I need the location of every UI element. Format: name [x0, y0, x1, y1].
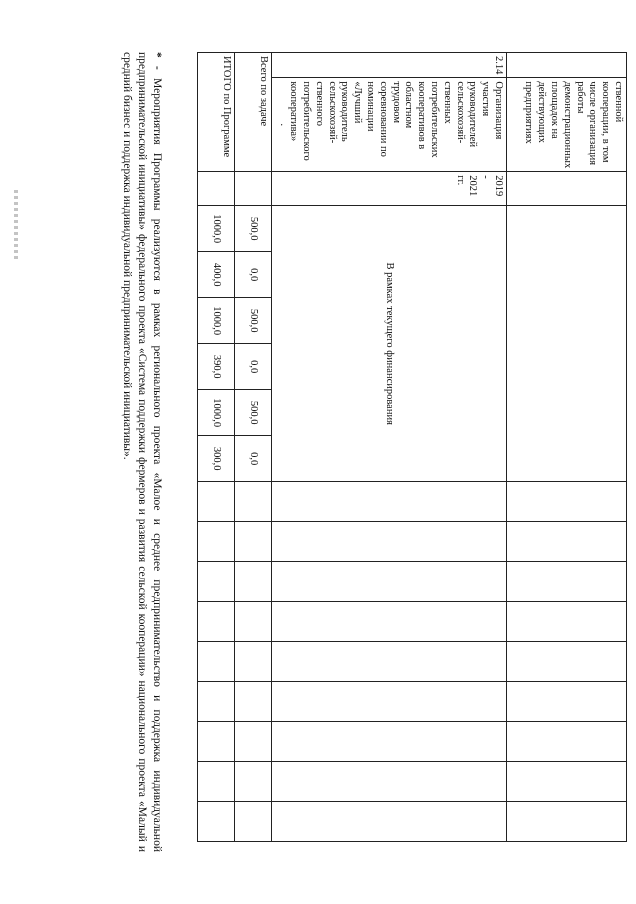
cell-empty [271, 642, 506, 682]
table-row-program-total [197, 53, 234, 842]
cell-empty [507, 802, 627, 842]
cell-empty [271, 682, 506, 722]
cell-empty [234, 602, 271, 642]
cell-program-total-value: 1000,0 [197, 298, 234, 344]
cell-task-total-value: 500,0 [234, 298, 271, 344]
cell-program-total-label: ИТОГО по Программе [197, 53, 234, 172]
program-table [197, 52, 627, 842]
cell-empty [271, 722, 506, 762]
table-row-2-14 [271, 53, 506, 842]
cell-empty [507, 642, 627, 682]
cell-empty [234, 682, 271, 722]
stray-mark: · [275, 123, 287, 127]
cell-task-total-value: 0,0 [234, 252, 271, 298]
cell-empty [507, 206, 627, 482]
cell-empty [507, 762, 627, 802]
cell-empty [507, 562, 627, 602]
cell-empty [507, 682, 627, 722]
cell-empty [271, 522, 506, 562]
cell-empty [271, 482, 506, 522]
scan-artifact [14, 190, 18, 260]
cell-prev-task: ственной кооперации, в том числе организация работы демонстрационных площадок на действующих предприятиях [507, 78, 627, 172]
cell-empty [507, 602, 627, 642]
cell-task-total-label: Всего по задаче [234, 53, 271, 172]
cell-empty [234, 722, 271, 762]
cell-task-name [271, 78, 506, 172]
footnote-marker: * - [151, 52, 163, 70]
cell-program-total-value: 390,0 [197, 344, 234, 390]
cell-empty [234, 562, 271, 602]
cell-empty [197, 682, 234, 722]
cell-program-total-value: 1000,0 [197, 390, 234, 436]
table-row-prev [507, 53, 627, 842]
cell-empty [271, 802, 506, 842]
cell-empty [197, 172, 234, 206]
cell-empty [507, 482, 627, 522]
cell-empty [197, 802, 234, 842]
cell-empty [507, 53, 627, 78]
cell-empty [234, 482, 271, 522]
cell-empty [197, 602, 234, 642]
cell-empty [234, 522, 271, 562]
cell-empty [507, 722, 627, 762]
cell-empty [197, 482, 234, 522]
cell-empty [234, 762, 271, 802]
cell-empty [234, 642, 271, 682]
cell-empty [197, 722, 234, 762]
cell-financing: В рамках текущего финансирования [271, 206, 506, 482]
table-row-task-total [234, 53, 271, 842]
cell-empty [197, 522, 234, 562]
footnote-text: Мероприятия Программы реализуются в рамках регионального проекта «Малое и среднее предпринимательство и поддержка индивидуальной предпринимательской инициативы» федерального проекта «Система поддержки фермеров и развития сельской кооперации» национального проекта «Малый и средний бизнес и поддержка индивидуальной предпринимательской инициативы». [120, 52, 163, 852]
cell-empty [234, 802, 271, 842]
cell-program-total-value: 1000,0 [197, 206, 234, 252]
cell-empty [507, 172, 627, 206]
cell-empty [234, 172, 271, 206]
cell-empty [271, 762, 506, 802]
cell-program-total-value: 300,0 [197, 436, 234, 482]
cell-period: 2019 - 2021 гг. [271, 172, 506, 206]
cell-empty [197, 762, 234, 802]
cell-program-total-value: 400,0 [197, 252, 234, 298]
cell-task-total-value: 500,0 [234, 206, 271, 252]
task-name-text: Организация участия руководителей сельскохозяй-ственных потребительских кооперативов в областном трудовом соревновании по номинации «Лучший руководитель сельскохозяй-ственного потребительского кооператива» [288, 81, 504, 161]
cell-row-number: 2.14 [271, 53, 506, 78]
cell-empty [197, 642, 234, 682]
cell-task-total-value: 0,0 [234, 344, 271, 390]
footnote [118, 52, 164, 852]
cell-empty [197, 562, 234, 602]
cell-empty [271, 602, 506, 642]
cell-task-total-value: 500,0 [234, 390, 271, 436]
cell-task-total-value: 0,0 [234, 436, 271, 482]
cell-empty [507, 522, 627, 562]
cell-empty [271, 562, 506, 602]
